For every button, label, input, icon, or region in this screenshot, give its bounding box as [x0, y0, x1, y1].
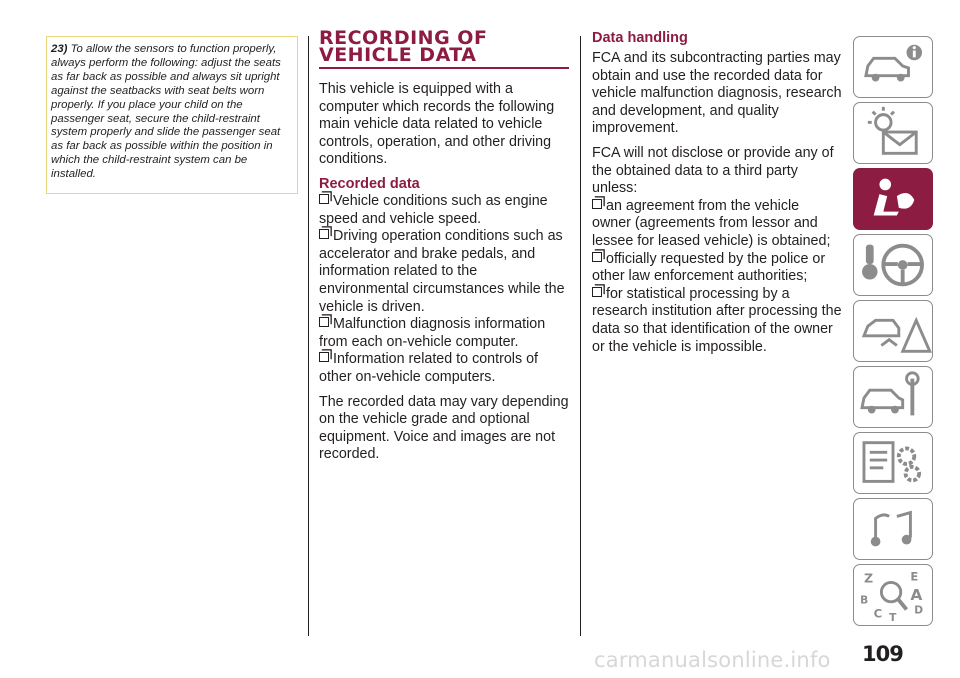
list-item	[319, 193, 569, 228]
handling-paragraph-1: FCA and its subcontracting parties may obtain and use the recorded data for vehicle malfunction diagnosis, research and development, and quality improvement.	[592, 50, 842, 137]
emergency-icon	[854, 301, 932, 361]
checkbox-bullet-icon	[592, 199, 602, 209]
tab-servicing[interactable]	[853, 366, 933, 428]
list-item	[592, 251, 842, 286]
svg-text:A: A	[910, 585, 923, 604]
list-item-text: Driving operation conditions such as accelerator and brake pedals, and information related to the environmental circumstances while the vehicle is driven.	[319, 228, 565, 315]
checkbox-bullet-icon	[592, 287, 602, 297]
recorded-data-heading: Recorded data	[319, 175, 420, 192]
checkbox-bullet-icon	[319, 317, 329, 327]
checkbox-bullet-icon	[319, 229, 329, 239]
list-item	[319, 316, 569, 351]
column-divider	[580, 36, 581, 636]
main-column	[319, 27, 569, 471]
list-item	[592, 286, 842, 356]
data-handling-heading: Data handling	[592, 30, 688, 46]
tab-specifications[interactable]	[853, 432, 933, 494]
index-icon	[854, 565, 932, 625]
key-steering-icon	[854, 235, 932, 295]
section-title: RECORDING OF VEHICLE DATA	[319, 30, 569, 69]
list-item-text: for statistical processing by a research institution after processing the data so that identification of the owner or the vehicle is impossible.	[592, 285, 842, 355]
note-text	[51, 43, 293, 182]
svg-text:C: C	[873, 606, 883, 621]
checkbox-bullet-icon	[319, 352, 329, 362]
svg-text:D: D	[914, 603, 924, 617]
car-service-icon	[854, 367, 932, 427]
right-column	[592, 30, 842, 356]
list-item-text: officially requested by the police or other law enforcement authorities;	[592, 250, 826, 285]
tab-index[interactable]	[853, 564, 933, 626]
intro-paragraph: This vehicle is equipped with a computer which records the following main vehicle data related to vehicle controls, operation, and other driving conditions.	[319, 81, 555, 168]
svg-text:B: B	[860, 593, 869, 607]
seat-airbag-icon	[854, 169, 932, 229]
note-body: To allow the sensors to function properly, always perform the following: adjust the seats as far back as possible and always sit upright against the seatbacks with seat belts worn properly. If you place your child on the passenger seat, secure the child-restraint system properly and slide the passenger seat as far back as possible within the position in which the child-restraint system can be installed.	[51, 43, 281, 181]
list-item-text: Information related to controls of other on-vehicle computers.	[319, 351, 539, 385]
tab-multimedia[interactable]	[853, 498, 933, 560]
checkbox-bullet-icon	[592, 252, 602, 262]
watermark: carmanualsonline.info	[594, 648, 831, 672]
tab-starting-driving[interactable]	[853, 234, 933, 296]
svg-text:Z: Z	[863, 570, 874, 586]
svg-text:E: E	[910, 569, 919, 584]
column-divider	[308, 36, 309, 636]
tab-emergency[interactable]	[853, 300, 933, 362]
list-item	[319, 351, 569, 386]
tab-car-info[interactable]	[853, 36, 933, 98]
specifications-icon	[854, 433, 932, 493]
tab-warning-lights[interactable]	[853, 102, 933, 164]
list-item-text: an agreement from the vehicle owner (agreements from lessor and lessee for leased vehicle) is obtained;	[592, 197, 831, 249]
recorded-note-paragraph: The recorded data may vary depending on the vehicle grade and optional equipment. Voice and images are not recorded.	[319, 393, 569, 463]
list-item	[592, 198, 842, 251]
handling-paragraph-2: FCA will not disclose or provide any of the obtained data to a third party unless:	[592, 144, 834, 197]
note-number: 23)	[51, 43, 68, 55]
car-info-icon	[854, 37, 932, 97]
list-item-text: Malfunction diagnosis information from each on-vehicle computer.	[319, 316, 546, 350]
tab-safety[interactable]	[853, 168, 933, 230]
warning-light-icon	[854, 103, 932, 163]
list-item-text: Vehicle conditions such as engine speed and vehicle speed.	[319, 192, 548, 227]
list-item	[319, 228, 569, 316]
page-number: 109	[862, 642, 903, 666]
svg-text:T: T	[889, 611, 897, 625]
checkbox-bullet-icon	[319, 194, 329, 204]
note-box	[46, 36, 298, 194]
multimedia-icon	[854, 499, 932, 559]
